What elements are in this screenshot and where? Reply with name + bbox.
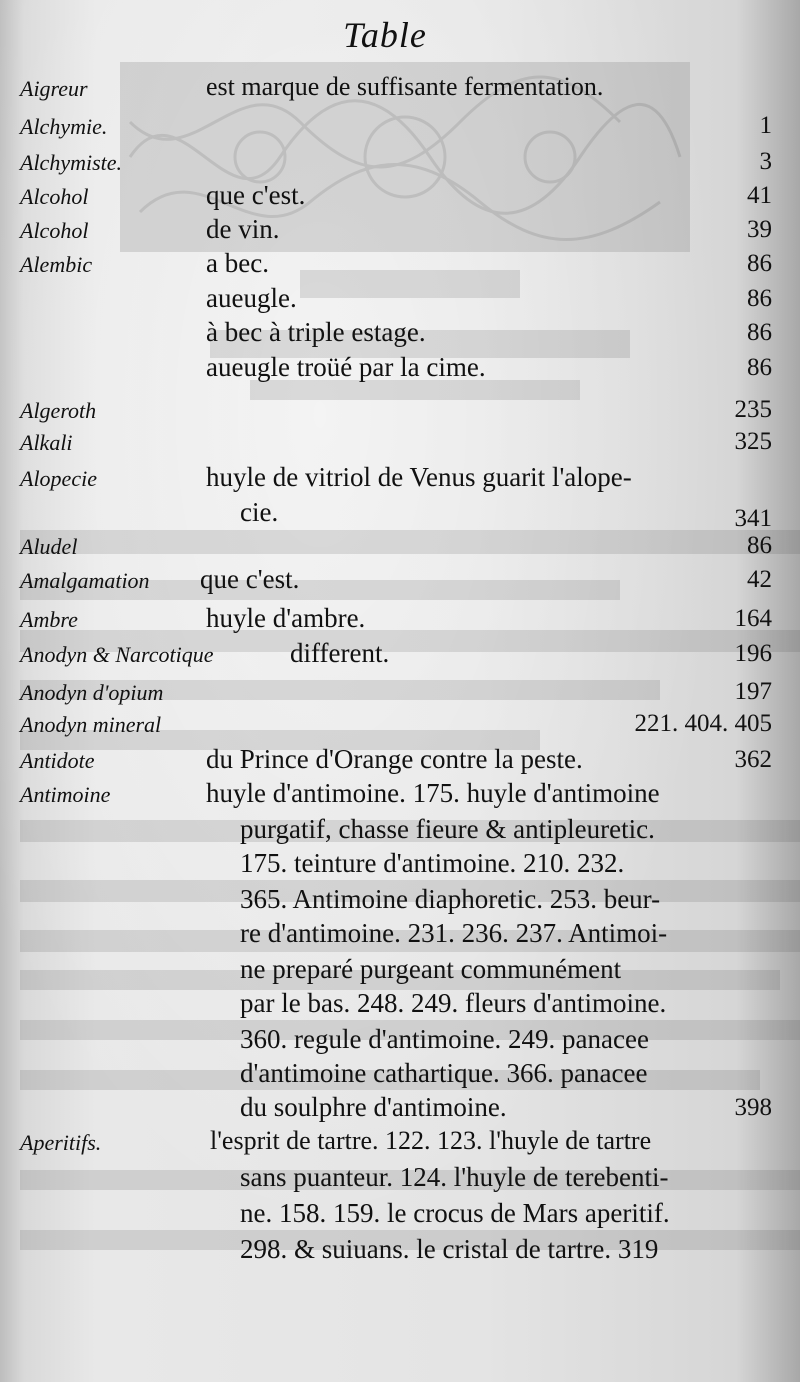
entry-term: Alcohol (20, 218, 89, 243)
index-entry (0, 1126, 800, 1166)
entry-page-number: 3 (759, 148, 772, 175)
entry-term: Aigreur (20, 76, 88, 101)
entry-description: l'esprit de tartre. 122. 123. l'huyle de tartre (210, 1126, 652, 1155)
page-title: Table (343, 15, 427, 55)
entry-term: Aludel (20, 534, 78, 559)
index-entry (0, 564, 800, 604)
index-entry (0, 248, 800, 288)
entry-description: de vin. (206, 214, 280, 244)
entry-term: Anodyn d'opium (20, 680, 164, 705)
entry-continuation-line: par le bas. 248. 249. fleurs d'antimoine. (240, 988, 667, 1018)
index-entry (0, 462, 800, 502)
index-entry (0, 638, 800, 678)
index-entry (0, 317, 800, 357)
entry-term: Anodyn mineral (20, 712, 162, 737)
index-entry (0, 708, 800, 748)
index-entry (0, 352, 800, 392)
entry-page-number: 221. 404. 405 (634, 710, 772, 737)
entry-term: Aperitifs. (20, 1130, 102, 1155)
entry-page-number: 86 (747, 532, 772, 559)
entry-term: Antidote (20, 748, 95, 773)
entry-page-number: 362 (734, 746, 772, 773)
entry-continuation-line: sans puanteur. 124. l'huyle de terebenti- (240, 1162, 669, 1192)
entry-page-number: 235 (734, 396, 772, 423)
index-entry (0, 72, 800, 112)
entry-description: aueugle troüé par la cime. (206, 352, 486, 382)
index-entry (0, 110, 800, 150)
entry-term: Alkali (20, 430, 73, 455)
entry-term: Amalgamation (20, 568, 150, 593)
entry-description: est marque de suffisante fermentation. (206, 72, 604, 101)
entry-continuation-line: du soulphre d'antimoine. (240, 1092, 507, 1122)
entry-continuation-line: ne. 158. 159. le crocus de Mars aperitif. (240, 1198, 670, 1228)
entry-description: a bec. (206, 248, 269, 278)
entry-description: huyle de vitriol de Venus guarit l'alope- (206, 462, 632, 492)
entry-continuation-line: 298. & suiuans. le cristal de tartre. 319 (240, 1234, 659, 1264)
entry-continuation-line: purgatif, chasse fieure & antipleuretic. (240, 814, 655, 844)
entry-term: Algeroth (20, 398, 97, 423)
index-entry (0, 778, 800, 818)
entry-term: Alopecie (20, 466, 97, 491)
entry-page-number: 86 (747, 354, 772, 381)
entry-term: Alembic (20, 252, 93, 277)
entry-description: different. (290, 638, 390, 668)
entry-continuation-line: re d'antimoine. 231. 236. 237. Antimoi- (240, 918, 668, 948)
entry-continuation-line: d'antimoine cathartique. 366. panacee (240, 1058, 648, 1088)
index-entry (0, 426, 800, 466)
entry-description: que c'est. (206, 180, 306, 210)
entry-term: Alcohol (20, 184, 89, 209)
entry-term: Antimoine (20, 782, 111, 807)
entry-page-number: 164 (734, 605, 772, 632)
entry-page-number: 86 (747, 319, 772, 346)
entry-page-number: 41 (747, 182, 772, 209)
entry-page-number: 197 (734, 678, 772, 705)
entry-continuation-line: 360. regule d'antimoine. 249. panacee (240, 1024, 649, 1054)
entry-page-number: 86 (747, 285, 772, 312)
entry-page-number: 398 (734, 1094, 772, 1121)
entry-description: cie. (240, 497, 279, 527)
entry-continuation-line: ne preparé purgeant communément (240, 954, 622, 984)
entry-page-number: 196 (734, 640, 772, 667)
entry-continuation-line: 175. teinture d'antimoine. 210. 232. (240, 848, 625, 878)
entry-term: Ambre (20, 607, 78, 632)
entry-page-number: 86 (747, 250, 772, 277)
entry-description: du Prince d'Orange contre la peste. (206, 744, 583, 774)
entry-term: Alchymiste. (20, 150, 123, 175)
entry-page-number: 39 (747, 216, 772, 243)
entry-page-number: 1 (759, 112, 772, 139)
entry-description: que c'est. (200, 564, 300, 594)
entry-description: huyle d'ambre. (206, 603, 366, 633)
entry-page-number: 42 (747, 566, 772, 593)
entry-description: à bec à triple estage. (206, 317, 426, 347)
entry-term: Anodyn & Narcotique (20, 642, 214, 667)
entry-description: huyle d'antimoine. 175. huyle d'antimoine (206, 778, 660, 808)
index-entry (0, 603, 800, 643)
entry-page-number: 325 (734, 428, 772, 455)
entry-term: Alchymie. (20, 114, 108, 139)
entry-description: aueugle. (206, 283, 297, 313)
entry-continuation-line: 365. Antimoine diaphoretic. 253. beur- (240, 884, 661, 914)
entry-page-number: 341 (734, 505, 772, 532)
